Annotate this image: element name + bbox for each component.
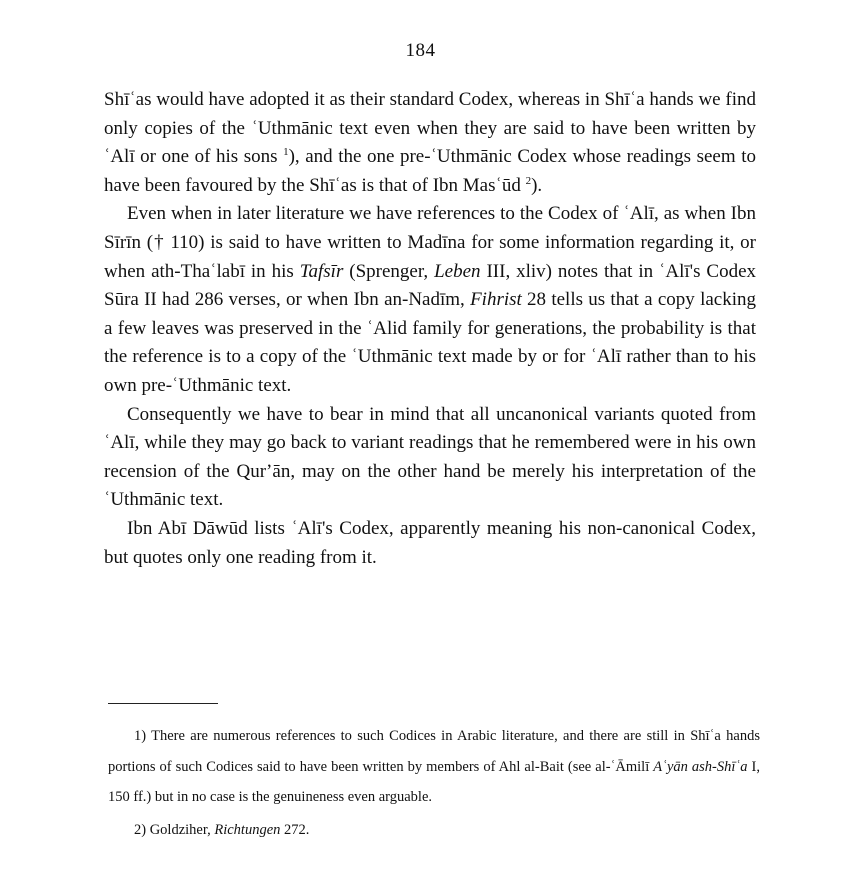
text-run: III, xliv) notes that in ʿAlī's Codex Sūra II had 286 verses, or when Ibn an-Nadīm,: [104, 260, 756, 311]
italic-title: Tafsīr: [299, 260, 344, 282]
text-run: 28 tells us that a copy lacking a few leaves was preserved in the ʿAlid family for generations, the probability is that the reference is to a copy of the ʿUthmānic text made by or for ʿAlī rather than to his own pre-ʿUthmānic text.: [104, 289, 756, 396]
italic-title: Richtungen: [214, 821, 281, 838]
footnote: [108, 815, 760, 846]
footnote-divider: [108, 703, 218, 704]
footnotes: [108, 721, 760, 845]
footnote-marker: 2: [525, 174, 532, 187]
text-run: Even when in later literature we have references to the Codex of ʿAlī, as when Ibn Sīrīn († 110) is said to have written to Madīna for some information regarding it, or when ath-Thaʿlabī in his: [104, 203, 756, 282]
paragraph: [104, 401, 756, 515]
text-run: I, 150 ff.) but in no case is the genuineness even arguable.: [108, 758, 760, 805]
text-run: Ibn Abī Dāwūd lists ʿAlī's Codex, apparently meaning his non-canonical Codex, but quotes only one reading from it.: [104, 517, 756, 568]
text-run: 272.: [280, 821, 310, 838]
page-number: 184: [405, 40, 436, 61]
italic-title: Leben: [434, 260, 481, 282]
paragraph: [104, 86, 756, 200]
text-run: 2) Goldziher,: [134, 821, 215, 838]
paragraph: [104, 200, 756, 400]
footnote: [108, 721, 760, 813]
footnote-marker: 1: [283, 146, 289, 159]
text-run: Consequently we have to bear in mind that all uncanonical variants quoted from ʿAlī, while they may go back to variant readings that he remembered were in his own recension of the Qurʼān, may on the other hand be merely his interpretation of the ʿUthmānic text.: [104, 403, 756, 511]
text-run: ).: [531, 174, 543, 196]
text-run: ), and the one pre-ʿUthmānic Codex whose readings seem to have been favoured by the Shīʿas is that of Ibn Masʿūd: [104, 146, 756, 196]
text-run: (Sprenger,: [343, 260, 435, 282]
italic-title: Fihrist: [470, 289, 522, 311]
text-run: Shīʿas would have adopted it as their standard Codex, whereas in Shīʿa hands we find only copies of the ʿUthmānic text even when they are said to have been written by ʿAlī or one of his sons: [104, 89, 756, 168]
paragraph: [104, 515, 756, 572]
text-run: 1) There are numerous references to such Codices in Arabic literature, and there are still in Shīʿa hands portions of such Codices said to have been written by members of Ahl al-Bait (see al-ʿĀmilī: [108, 728, 760, 775]
italic-title: Aʿyān ash-Shīʿa: [653, 758, 748, 775]
body-text: [104, 86, 756, 572]
